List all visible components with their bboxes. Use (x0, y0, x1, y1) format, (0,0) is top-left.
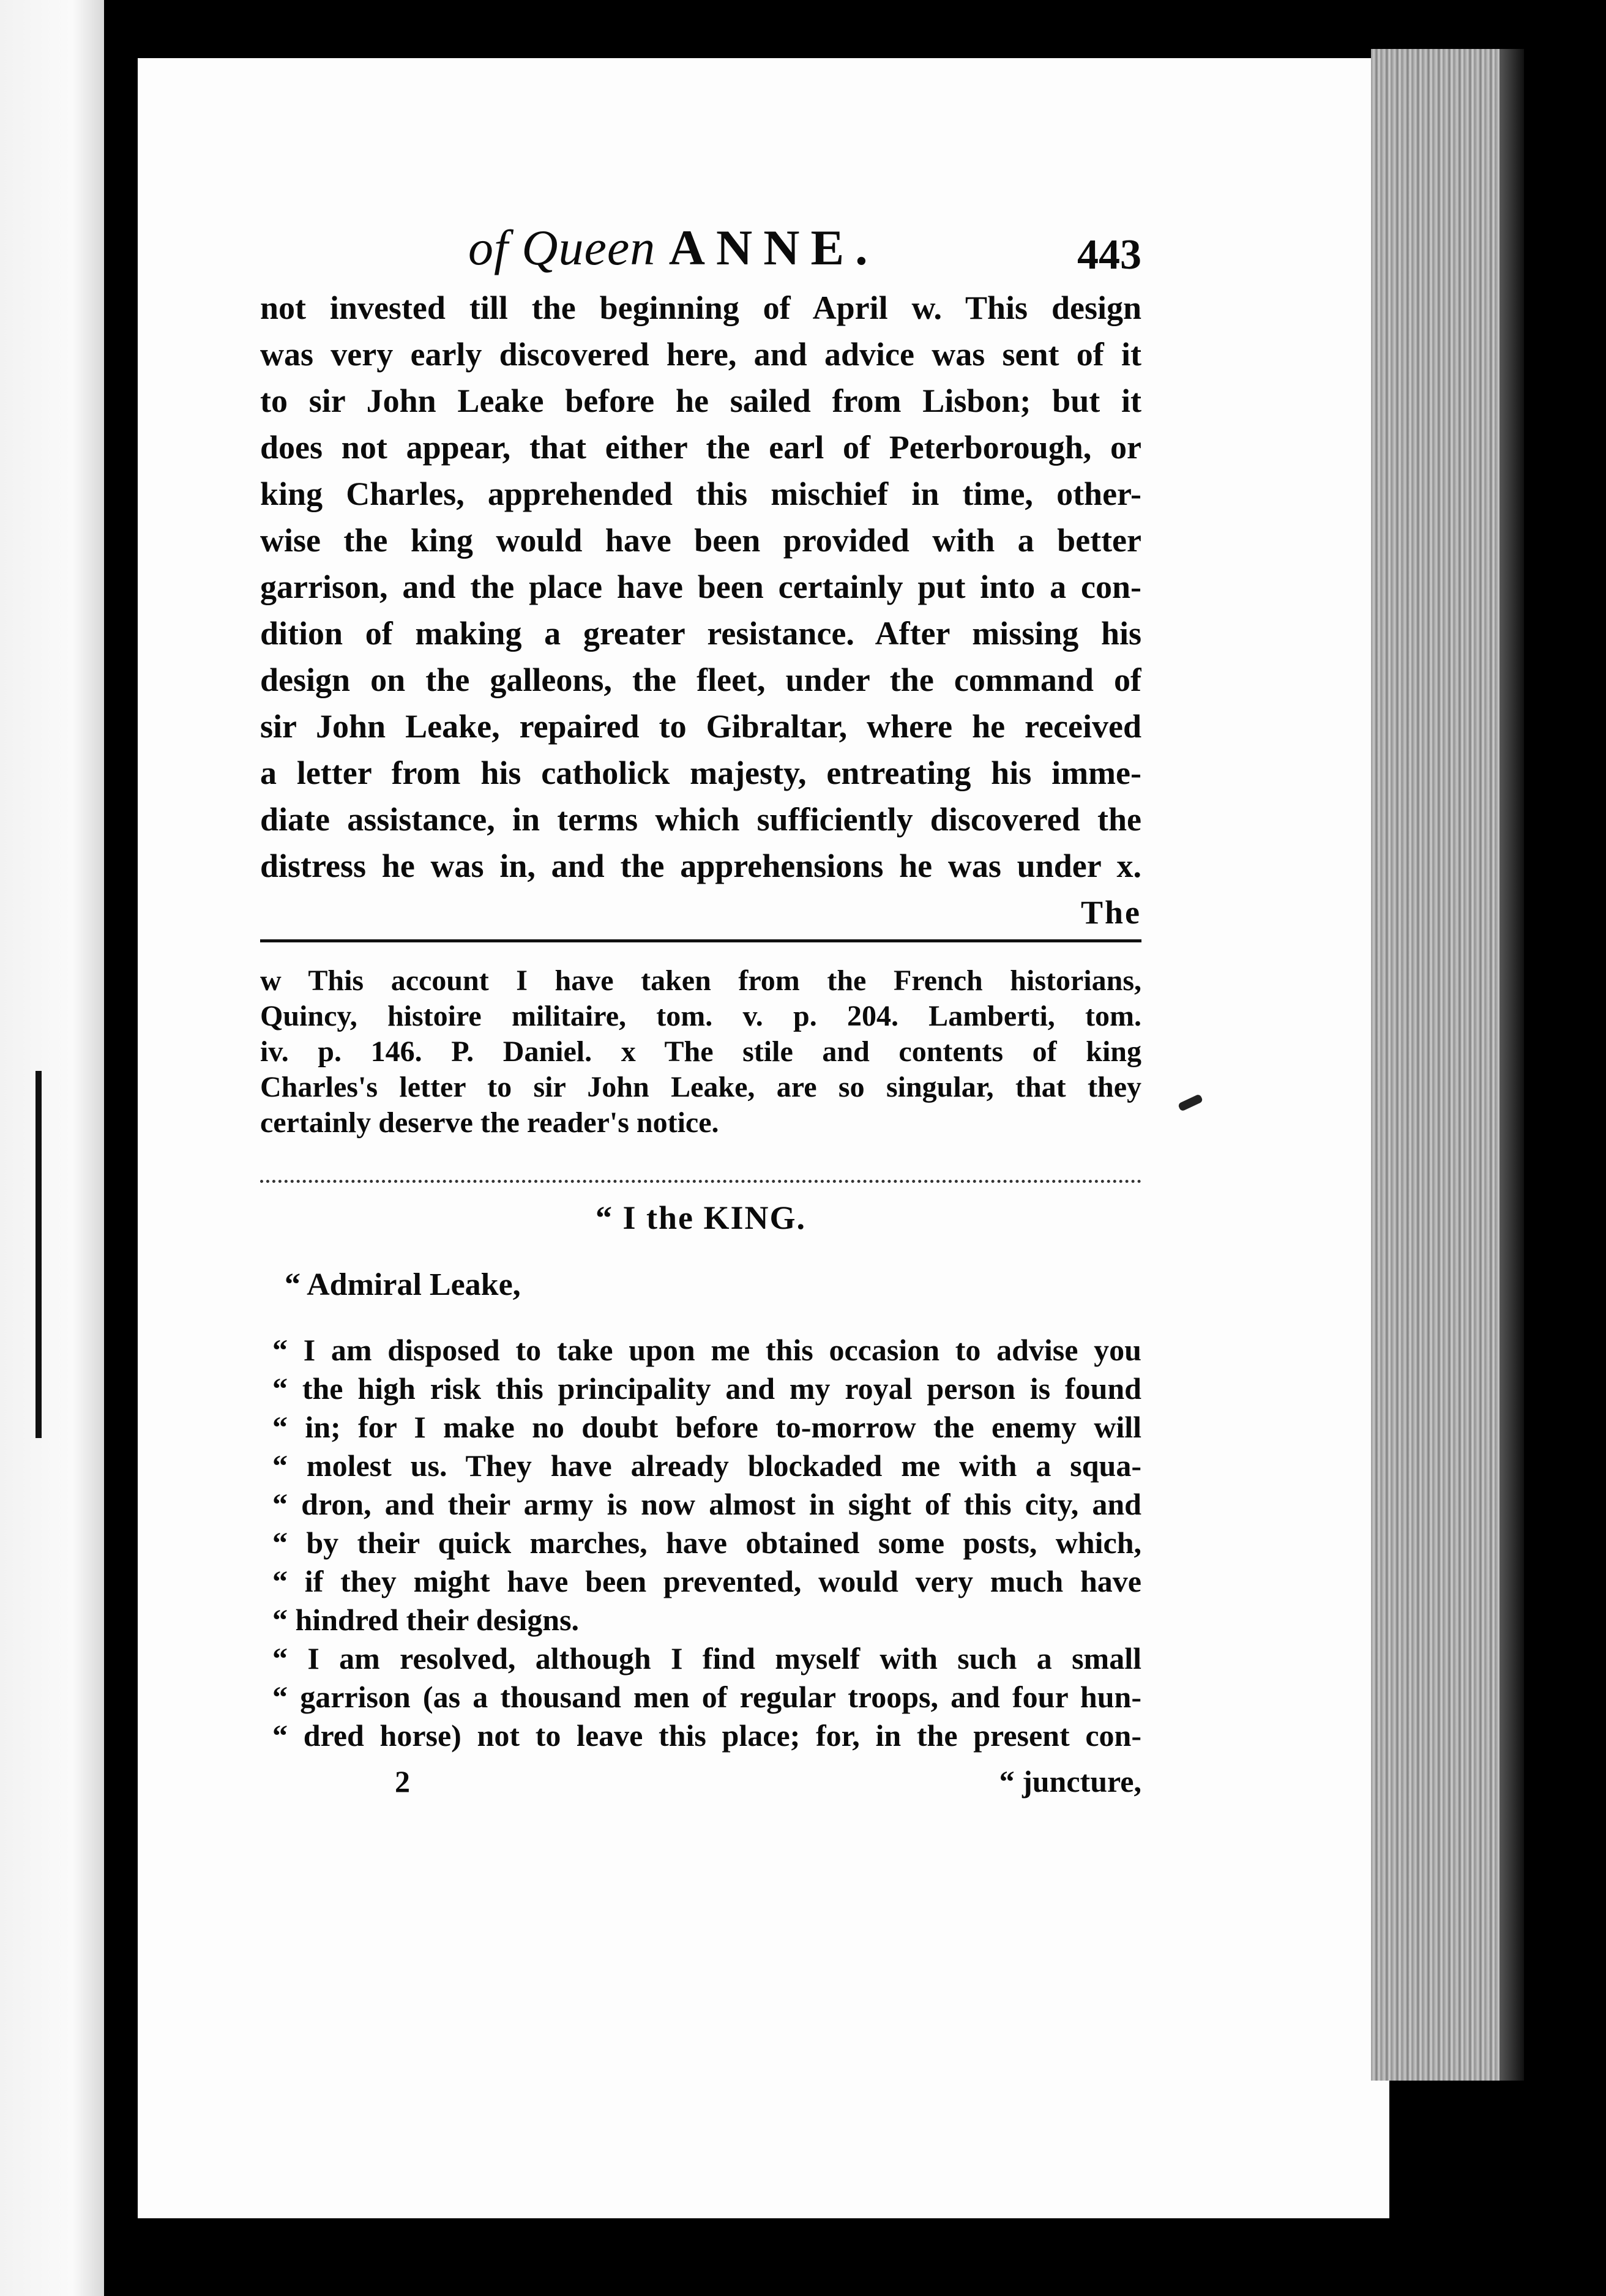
footnote-rule (260, 939, 1141, 942)
body-line: sir John Leake, repaired to Gibraltar, where he received (260, 708, 1141, 745)
book-gutter (104, 0, 138, 2296)
letter-line: “ molest us. They have already blockaded me with a squa- (272, 1448, 1141, 1483)
letter-line: “ hindred their designs. (272, 1603, 580, 1637)
body-line: design on the galleons, the fleet, under the command of (260, 662, 1141, 698)
body-line: dition of making a greater resistance. After missing his (260, 615, 1141, 652)
page-text (260, 217, 1141, 1803)
signature-mark: 2 (395, 1764, 410, 1798)
dotted-divider (260, 1180, 1141, 1183)
body-line: does not appear, that either the earl of Peterborough, or (260, 429, 1141, 466)
letter-heading: “ I the KING. (595, 1199, 806, 1236)
running-head (260, 217, 1141, 285)
running-title-italic: of Queen (468, 220, 656, 275)
running-title (468, 217, 879, 278)
body-line: was very early discovered here, and advice was sent of it (260, 336, 1141, 373)
letter-body (260, 1331, 1141, 1755)
body-line: a letter from his catholick majesty, entreating his imme- (260, 755, 1141, 791)
letter-salutation: “ Admiral Leake, (285, 1267, 521, 1302)
footnote-line: Quincy, histoire militaire, tom. v. p. 204. Lamberti, tom. (260, 1000, 1141, 1032)
letter-line: “ dron, and their army is now almost in sight of this city, and (272, 1487, 1141, 1521)
running-title-caps: ANNE. (668, 220, 879, 275)
footnote-line: iv. p. 146. P. Daniel. x The stile and contents of king (260, 1035, 1141, 1068)
letter-line: “ if they might have been prevented, would very much have (272, 1564, 1141, 1598)
body-line: wise the king would have been provided with a better (260, 522, 1141, 559)
body-line: distress he was in, and the apprehensions he was under x. (260, 848, 1141, 884)
page-number: 443 (1077, 231, 1141, 278)
footer-catchword: “ juncture, (999, 1764, 1141, 1798)
body-line: diate assistance, in terms which sufficiently discovered the (260, 801, 1141, 838)
letter-line: “ I am disposed to take upon me this occasion to advise you (272, 1333, 1141, 1367)
footnote-line: w This account I have taken from the French historians, (260, 964, 1141, 997)
body-line: to sir John Leake before he sailed from Lisbon; but it (260, 382, 1141, 419)
margin-rule (35, 1071, 42, 1438)
body-text (260, 285, 1141, 936)
letter-line: “ I am resolved, although I find myself with such a small (272, 1641, 1141, 1675)
letter-line: “ dred horse) not to leave this place; for, in the present con- (272, 1718, 1141, 1753)
page-edges (1371, 49, 1524, 2081)
footnotes (260, 963, 1141, 1141)
letter-line: “ by their quick marches, have obtained some posts, which, (272, 1526, 1141, 1560)
body-line: garrison, and the place have been certainly put into a con- (260, 568, 1141, 605)
letter-line: “ garrison (as a thousand men of regular troops, and four hun- (272, 1680, 1141, 1714)
footnote-line: Charles's letter to sir John Leake, are so singular, that they (260, 1071, 1141, 1103)
body-line: not invested till the beginning of April w. This design (260, 289, 1141, 326)
footnote-line: certainly deserve the reader's notice. (260, 1106, 719, 1139)
letter-line: “ in; for I make no doubt before to-morrow the enemy will (272, 1410, 1141, 1444)
letter-line: “ the high risk this principality and my royal person is found (272, 1371, 1141, 1406)
catchword: The (1080, 894, 1141, 931)
body-line: king Charles, apprehended this mischief in time, other- (260, 475, 1141, 512)
previous-page-edge (0, 0, 104, 2296)
page-footer (260, 1760, 1141, 1803)
